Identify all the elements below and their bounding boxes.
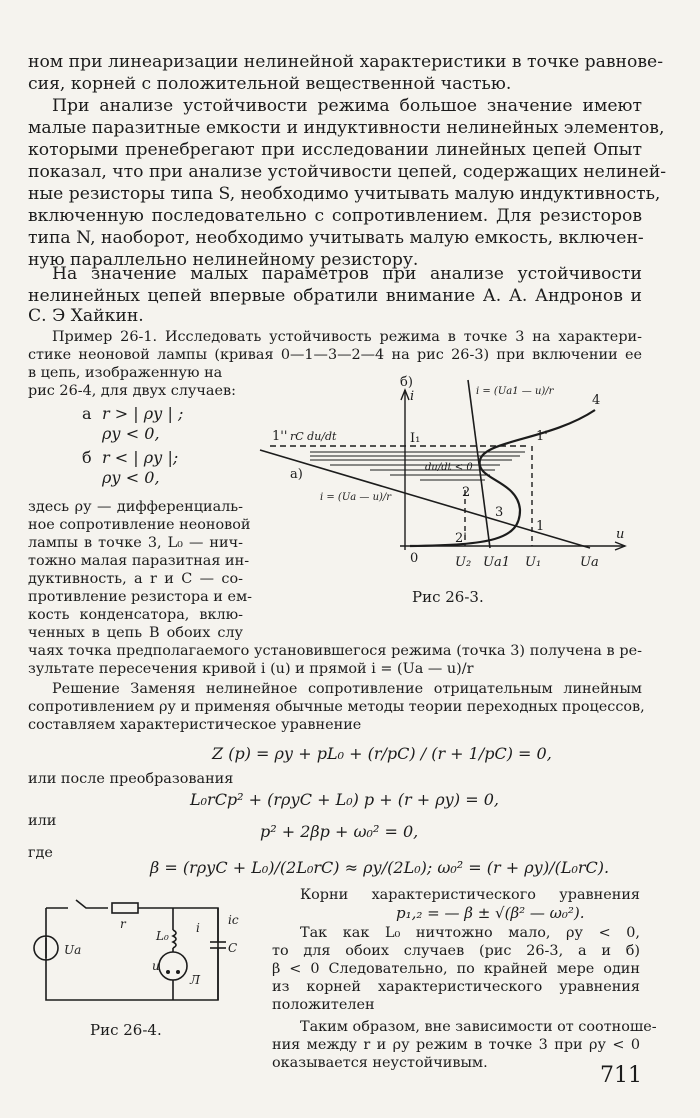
page-number: 711 — [600, 1063, 642, 1088]
tick-U1: U₁ — [525, 555, 542, 570]
pt-1: 1 — [536, 519, 545, 534]
cont-line: составляем характеристическое уравнение — [28, 717, 362, 733]
example-line: стике неоновой лампы (кривая 0—1—3—2—4 на рис 26-3) при включении ее — [28, 347, 642, 363]
fig264-ua: Uа — [64, 943, 82, 957]
pt-I1: I₁ — [410, 431, 421, 446]
pt-4: 4 — [592, 393, 601, 408]
equation-4: β = (rρуC + L₀)/(2L₀rC) ≈ ρу/(2L₀); ω₀² = (r + ρу)/(L₀rC). — [150, 858, 610, 877]
case-a-cond2: ρу < 0, — [102, 424, 160, 443]
right-line: Корни характеристического уравнения — [300, 887, 640, 903]
example-line: рис 26-4, для двух случаев: — [28, 383, 236, 399]
rc-label: rC du/dt — [290, 430, 337, 443]
where-line: противление резистора и ем- — [28, 589, 253, 605]
right-line: то для обоих случаев (рис 26-3, а и б) — [272, 943, 640, 959]
text-line: нелинейных цепей впервые обратили внимание А. А. Андронов и — [28, 286, 642, 306]
where-line: дуктивность, а r и C — со- — [28, 571, 243, 587]
equation-3: p² + 2βp + ω₀² = 0, — [260, 822, 419, 841]
right-line: β < 0 Следовательно, по крайней мере один — [272, 961, 640, 977]
text-line: ном при линеаризации нелинейной характеристики в точке равнове- — [28, 52, 664, 72]
text-line: сия, корней с положительной вещественной частью. — [28, 74, 512, 94]
pt-3: 3 — [495, 505, 504, 520]
equation-after: где — [28, 845, 53, 861]
text-line: включенную последовательно с сопротивлением. Для резисторов — [28, 206, 642, 226]
fig264-lamp: Л — [190, 973, 201, 987]
tick-Ua1: Uа1 — [483, 555, 510, 570]
where-line: кость конденсатора, вклю- — [28, 607, 243, 623]
right-line: ния между r и ρу режим в точке 3 при ρу < 0 — [272, 1037, 640, 1053]
where-line: лампы в точке 3, L₀ — нич- — [28, 535, 243, 551]
fig264-r: r — [120, 917, 126, 931]
right-line: положителен — [272, 997, 375, 1013]
text-line: которыми пренебрегают при исследовании линейных цепей Опыт — [28, 140, 642, 160]
right-formula: p₁,₂ = — β ± √(β² — ω₀²). — [396, 904, 585, 922]
example-line: в цепь, изображенную на — [28, 365, 223, 381]
text-line: малые паразитные емкости и индуктивности нелинейных элементов, — [28, 118, 665, 138]
fig-26-3-caption: Рис 26-3. — [412, 588, 484, 606]
text-line: ную параллельно нелинейному резистору. — [28, 250, 419, 270]
equation-after: или — [28, 813, 57, 829]
fig264-u: u — [152, 959, 160, 973]
right-line: Таким образом, вне зависимости от соотноше- — [300, 1019, 657, 1035]
where-line: ное сопротивление неоновой — [28, 517, 251, 533]
tick-Ua: Uа — [580, 555, 599, 570]
equation-1: Z (p) = ρу + pL₀ + (r/pC) / (r + 1/pC) = 0, — [212, 744, 552, 763]
figure-26-4 — [28, 880, 258, 1050]
fig264-L0: L₀ — [156, 929, 169, 943]
fig-26-4-caption: Рис 26-4. — [90, 1021, 162, 1039]
fig264-ic: iс — [228, 913, 239, 927]
text-line: При анализе устойчивости режима большое значение имеют — [52, 96, 642, 116]
axis-i: i — [410, 389, 415, 404]
cont-line: чаях точка предполагаемого установившегося режима (точка 3) получена в ре- — [28, 643, 642, 659]
case-b-cond2: ρу < 0, — [102, 468, 160, 487]
pt-0: 0 — [410, 551, 419, 566]
example-line: Пример 26-1. Исследовать устойчивость режима в точке 3 на характери- — [52, 329, 642, 345]
figure-26-3 — [250, 370, 640, 610]
line-label-2: i = (Uа — u)/r — [320, 492, 392, 503]
cont-line: зультате пересечения кривой i (u) и прямой i = (Uа — u)/r — [28, 661, 474, 677]
pt-2p: 2' — [455, 531, 467, 546]
du-dt-label: du/dt < 0 — [425, 462, 473, 473]
tick-U2: U₂ — [455, 555, 472, 570]
where-line: ченных в цепь В обоих слу — [28, 625, 243, 641]
case-b-cond1: r < | ρу |; — [102, 448, 179, 467]
text-line: ные резисторы типа S, необходимо учитывать малую индуктивность, — [28, 184, 661, 204]
text-line: типа N, наоборот, необходимо учитывать малую емкость, включен- — [28, 228, 644, 248]
cont-line: сопротивлением ρу и применяя обычные методы теории переходных процессов, — [28, 699, 645, 715]
case-a-cond1: r > | ρу | ; — [102, 404, 184, 423]
right-line: оказывается неустойчивым. — [272, 1055, 488, 1071]
right-line: из корней характеристического уравнения — [272, 979, 640, 995]
fig264-C: C — [228, 941, 238, 955]
pt-1p: 1' — [536, 429, 548, 444]
text-line: показал, что при анализе устойчивости цепей, содержащих нелиней- — [28, 162, 667, 182]
pt-1pp: 1'' — [272, 429, 288, 444]
fig264-i: i — [196, 921, 200, 935]
cont-line: Решение Заменяя нелинейное сопротивление отрицательным линейным — [52, 681, 642, 697]
where-line: тожно малая паразитная ин- — [28, 553, 250, 569]
text-line: С. Э Хайкин. — [28, 306, 144, 326]
axis-u: u — [616, 527, 625, 542]
case-a-label: а — [82, 404, 92, 423]
fig-label-a: а) — [290, 467, 303, 482]
case-b-label: б — [82, 448, 92, 467]
right-line: Так как L₀ ничтожно мало, ρу < 0, — [300, 925, 640, 941]
where-line: здесь ρу — дифференциаль- — [28, 499, 243, 515]
text-line: На значение малых параметров при анализе устойчивости — [52, 264, 642, 284]
pt-2: 2 — [462, 485, 471, 500]
equation-after: или после преобразования — [28, 771, 234, 787]
line-label: i = (Uа1 — u)/r — [476, 386, 554, 397]
equation-2: L₀rCp² + (rρуC + L₀) p + (r + ρу) = 0, — [190, 790, 499, 809]
fig-label-b: б) — [400, 375, 413, 390]
